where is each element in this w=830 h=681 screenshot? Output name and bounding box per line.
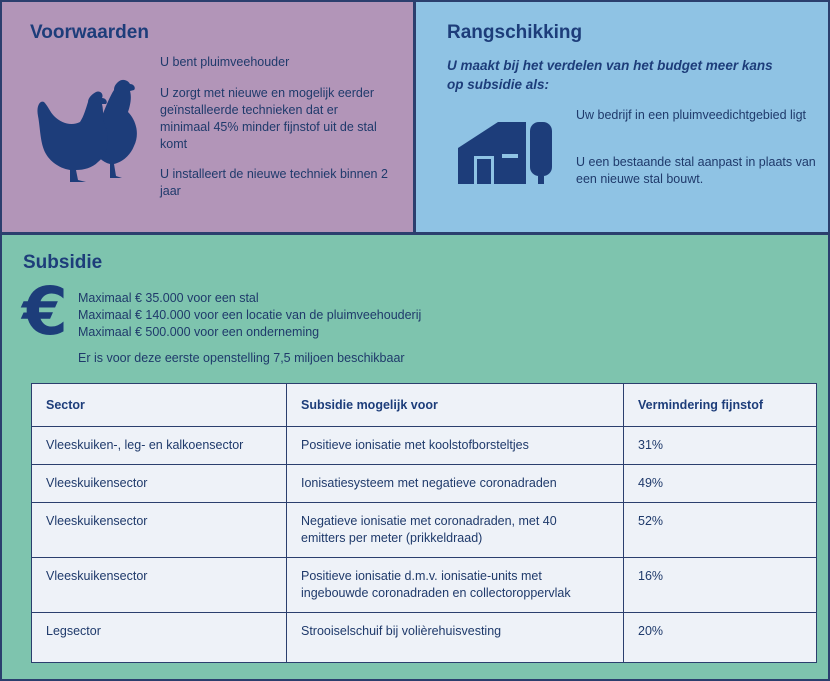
table-cell-subsidie: Positieve ionisatie met koolstofborsteltjes [287, 427, 624, 465]
table-header-subsidie: Subsidie mogelijk voor [287, 384, 624, 427]
subsidie-line: Maximaal € 140.000 voor een locatie van de pluimveehouderij [78, 308, 422, 322]
voorwaarden-item: U installeert de nieuwe techniek binnen 2 jaar [160, 167, 388, 198]
table-cell-subsidie: Negatieve ionisatie met coronadraden, met 40 emitters per meter (prikkeldraad) [287, 503, 624, 558]
table-row [32, 427, 817, 465]
table-header-sector: Sector [32, 384, 287, 427]
table-cell-vermindering: 31% [624, 427, 817, 465]
subsidie-line: Maximaal € 35.000 voor een stal [78, 291, 259, 305]
table-row [32, 558, 817, 613]
table-row [32, 613, 817, 663]
euro-icon: € [22, 273, 68, 350]
rangschikking-intro: U maakt bij het verdelen van het budget meer kans op subsidie als: [447, 58, 773, 92]
voorwaarden-title: Voorwaarden [30, 22, 149, 43]
subsidie-table [31, 383, 817, 663]
table-cell-sector: Vleeskuiken-, leg- en kalkoensector [32, 427, 287, 465]
subsidie-note: Er is voor deze eerste openstelling 7,5 miljoen beschikbaar [78, 351, 405, 365]
table-row [32, 465, 817, 503]
subsidie-line: Maximaal € 500.000 voor een onderneming [78, 325, 320, 339]
table-cell-sector: Vleeskuikensector [32, 558, 287, 613]
subsidie-title: Subsidie [23, 252, 103, 273]
table-cell-vermindering: 49% [624, 465, 817, 503]
table-row [32, 503, 817, 558]
table-cell-vermindering: 16% [624, 558, 817, 613]
subsidie-panel [2, 235, 828, 679]
table-cell-vermindering: 52% [624, 503, 817, 558]
rangschikking-panel [416, 2, 828, 232]
table-header-row [32, 384, 817, 427]
table-cell-vermindering: 20% [624, 613, 817, 663]
table-cell-subsidie: Strooiselschuif bij volièrehuisvesting [287, 613, 624, 663]
rangschikking-item: Uw bedrijf in een pluimveedichtgebied ligt [576, 108, 806, 122]
table-cell-sector: Vleeskuikensector [32, 503, 287, 558]
voorwaarden-panel [2, 2, 413, 232]
rangschikking-title: Rangschikking [447, 22, 583, 43]
table-cell-sector: Vleeskuikensector [32, 465, 287, 503]
voorwaarden-item: U bent pluimveehouder [160, 55, 290, 69]
rangschikking-item: U een bestaande stal aanpast in plaats van een nieuwe stal bouwt. [576, 155, 816, 186]
table-cell-sector: Legsector [32, 613, 287, 663]
barn-silo-icon [458, 118, 566, 184]
voorwaarden-item: U zorgt met nieuwe en mogelijk eerder geïnstalleerde technieken dat er minimaal 45% minder fijnstof uit de stal komt [160, 86, 377, 151]
table-cell-subsidie: Positieve ionisatie d.m.v. ionisatie-units met ingebouwde coronadraden en collectoroppervlak [287, 558, 624, 613]
table-header-vermindering: Vermindering fijnstof [624, 384, 817, 427]
chickens-icon [36, 76, 154, 184]
table-cell-subsidie: Ionisatiesysteem met negatieve coronadraden [287, 465, 624, 503]
